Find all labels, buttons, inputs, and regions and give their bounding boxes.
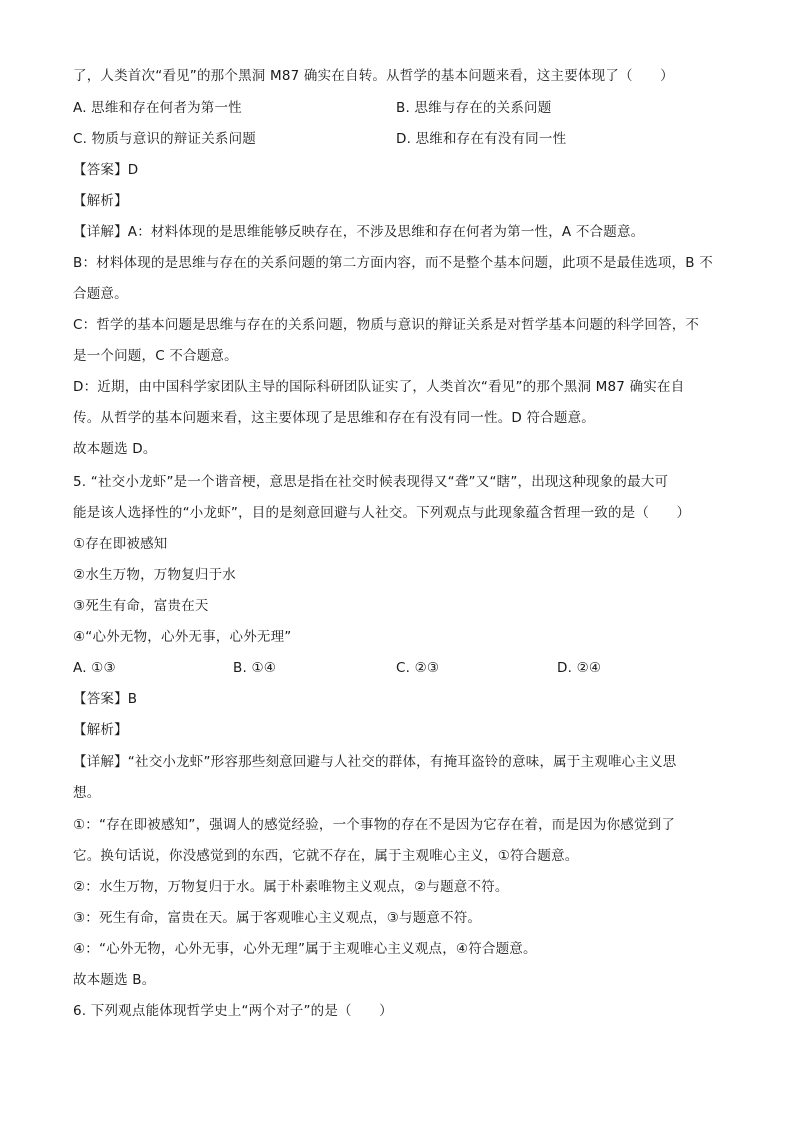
q5-stem-line: 能是该人选择性的“小龙虾”，目的是刻意回避与人社交。下列观点与此现象蕴含哲理一致的是（ ） [73,505,691,521]
q5-conclusion: 故本题选 B。 [73,972,156,988]
q4-detail-line: 【详解】A：材料体现的是思维能够反映存在，不涉及思维和存在何者为第一性，A 不合题意。 [73,224,645,240]
q5-option-a: A. ①③ [73,660,116,676]
q5-item: ③死生有命，富贵在天 [73,598,209,614]
q5-item: ①存在即被感知 [73,536,168,552]
q4-stem-continuation: 了，人类首次“看见”的那个黑洞 M87 确实在自转。从哲学的基本问题来看，这主要体现了（ ） [73,68,674,84]
q5-option-d: D. ②④ [557,660,602,676]
q5-detail-line: 【详解】“社交小龙虾”形容那些刻意回避与人社交的群体，有掩耳盗铃的意味，属于主观唯心主义思 [73,754,677,770]
q4-detail-line: D：近期，由中国科学家团队主导的国际科研团队证实了，人类首次“看见”的那个黑洞 M87 确实在自 [73,379,685,395]
q6-stem: 6. 下列观点能体现哲学史上“两个对子”的是（ ） [73,1003,393,1019]
q5-stem-line: 5. “社交小龙虾”是一个谐音梗，意思是指在社交时候表现得又“聋”又“瞎”，出现这种现象的最大可 [73,474,669,490]
q5-option-b: B. ①④ [233,660,277,676]
q4-detail-line: B：材料体现的是思维与存在的关系问题的第二方面内容，而不是整个基本问题，此项不是最佳选项，B 不 [73,255,713,271]
q4-option-d: D. 思维和存在有没有同一性 [396,131,567,147]
q5-detail-line: 想。 [73,785,101,801]
q5-analysis-label: 【解析】 [73,722,128,738]
q4-detail-line: C：哲学的基本问题是思维与存在的关系问题，物质与意识的辩证关系是对哲学基本问题的科学回答，不 [73,317,700,333]
q5-detail-line: ③：死生有命，富贵在天。属于客观唯心主义观点，③与题意不符。 [73,910,482,926]
q4-answer: 【答案】D [73,162,139,178]
q5-option-c: C. ②③ [396,660,440,676]
q4-detail-line: 是一个问题，C 不合题意。 [73,348,238,364]
q5-detail-line: ②：水生万物，万物复归于水。属于朴素唯物主义观点，②与题意不符。 [73,879,509,895]
q5-item: ④“心外无物，心外无事，心外无理” [73,629,292,645]
q5-answer: 【答案】B [73,691,138,707]
q4-option-b: B. 思维与存在的关系问题 [396,100,552,116]
q4-analysis-label: 【解析】 [73,193,128,209]
q5-item: ②水生万物，万物复归于水 [73,567,237,583]
q5-detail-line: ①：“存在即被感知”，强调人的感觉经验，一个事物的存在不是因为它存在着，而是因为你感觉到了 [73,817,676,833]
q5-detail-line: 它。换句话说，你没感觉到的东西，它就不存在，属于主观唯心主义，①符合题意。 [73,848,579,864]
q4-option-a: A. 思维和存在何者为第一性 [73,100,242,116]
q4-option-c: C. 物质与意识的辩证关系问题 [73,131,257,147]
q4-conclusion: 故本题选 D。 [73,441,157,457]
q4-detail-line: 传。从哲学的基本问题来看，这主要体现了是思维和存在有没有同一性。D 符合题意。 [73,410,595,426]
q5-detail-line: ④：“心外无物，心外无事，心外无理”属于主观唯心主义观点，④符合题意。 [73,941,537,957]
q4-detail-line: 合题意。 [73,286,128,302]
